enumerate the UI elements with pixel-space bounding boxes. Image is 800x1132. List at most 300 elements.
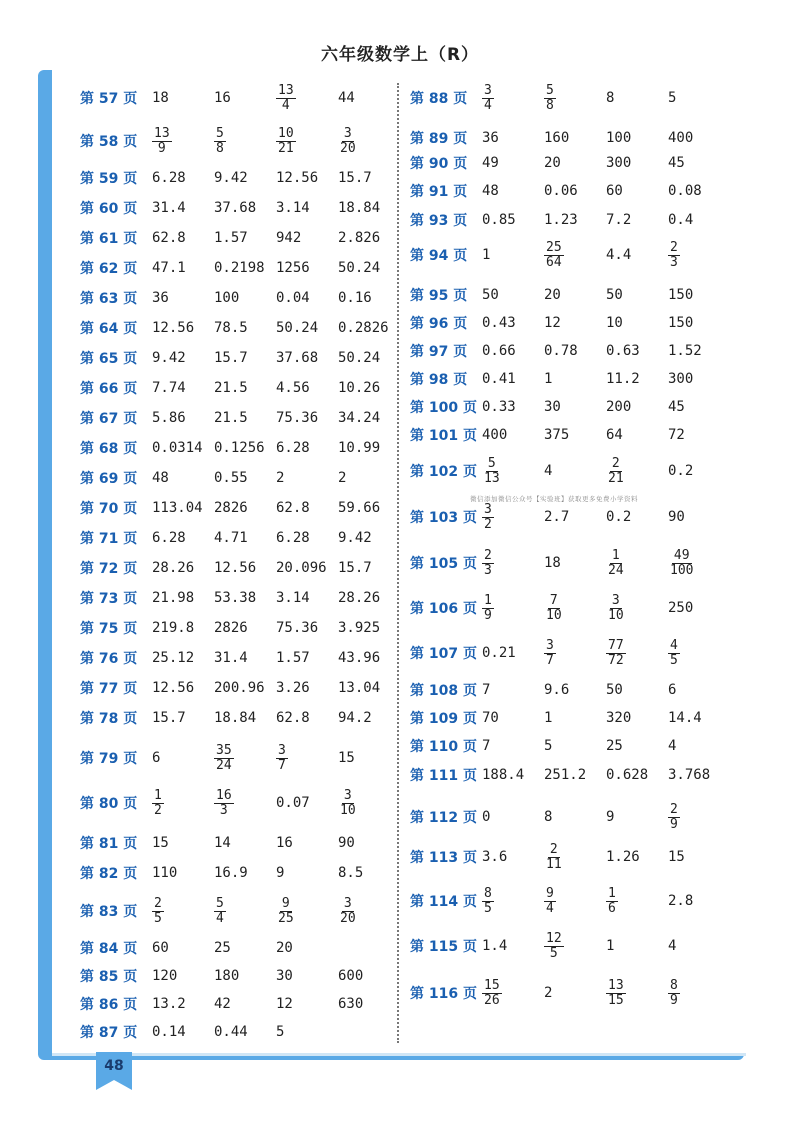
answer-value	[276, 744, 338, 773]
answer-value: 14	[214, 835, 231, 851]
right-answer-row	[410, 760, 730, 790]
page-label: 第 85 页	[80, 969, 138, 985]
answer-value: 16	[214, 90, 231, 106]
page-label: 第 70 页	[80, 501, 138, 517]
page-label: 第 95 页	[410, 288, 468, 304]
denominator: 100	[670, 562, 694, 578]
answer-value: 0.16	[338, 290, 372, 306]
answer-value: 0.66	[482, 343, 516, 359]
answer-value: 15	[152, 835, 169, 851]
denominator: 9	[670, 992, 678, 1008]
answer-value	[214, 897, 276, 926]
numerator: 1	[608, 885, 616, 901]
answer-value	[482, 549, 544, 578]
answer-value: 43.96	[338, 650, 381, 666]
left-answer-row	[80, 933, 400, 963]
answer-value: 160	[544, 130, 570, 146]
fraction	[338, 897, 358, 926]
answer-value: 15.7	[214, 350, 248, 366]
answer-value: 1.26	[606, 849, 640, 865]
answer-value: 62.8	[276, 710, 310, 726]
answer-value	[544, 932, 606, 961]
fraction	[606, 979, 626, 1008]
numerator: 8	[484, 885, 492, 901]
answer-value: 48	[152, 470, 169, 486]
right-answer-row	[410, 638, 730, 668]
denominator: 20	[340, 140, 356, 156]
answer-value: 16	[276, 835, 293, 851]
answer-value: 10	[606, 315, 623, 331]
answer-value: 2.826	[338, 230, 381, 246]
right-answer-row	[410, 148, 730, 178]
page-label: 第 111 页	[410, 768, 477, 784]
numerator: 2	[154, 895, 162, 911]
page-number-badge	[94, 1052, 134, 1092]
answer-value: 12.56	[152, 680, 195, 696]
answer-value: 12	[276, 996, 293, 1012]
answer-value	[338, 789, 400, 818]
page-label: 第 78 页	[80, 711, 138, 727]
right-answer-row	[410, 420, 730, 450]
answer-value: 10.26	[338, 380, 381, 396]
answer-value: 4	[668, 738, 677, 754]
right-answer-row	[410, 176, 730, 206]
answer-value: 0.63	[606, 343, 640, 359]
page-label: 第 93 页	[410, 213, 468, 229]
page-label: 第 64 页	[80, 321, 138, 337]
fraction	[338, 127, 358, 156]
fraction	[544, 932, 564, 961]
left-answer-row	[80, 433, 400, 463]
numerator: 1	[154, 787, 162, 803]
answer-value: 251.2	[544, 767, 587, 783]
numerator: 3	[278, 742, 286, 758]
left-answer-row	[80, 989, 400, 1019]
answer-value: 94.2	[338, 710, 372, 726]
answer-value: 120	[152, 968, 178, 984]
page-label: 第 69 页	[80, 471, 138, 487]
left-answer-row	[80, 896, 400, 926]
page-label: 第 91 页	[410, 184, 468, 200]
fraction	[276, 127, 296, 156]
answer-value	[338, 897, 400, 926]
answer-value: 47.1	[152, 260, 186, 276]
answer-value: 2.7	[544, 509, 570, 525]
numerator: 3	[343, 125, 352, 141]
numerator: 10	[278, 125, 294, 141]
answer-value: 2826	[214, 620, 248, 636]
answer-value: 7.2	[606, 212, 632, 228]
answer-value	[668, 803, 730, 832]
denominator: 9	[670, 816, 678, 832]
denominator: 24	[608, 562, 624, 578]
answer-value: 9.42	[152, 350, 186, 366]
fraction	[544, 887, 556, 916]
page-label: 第 57 页	[80, 91, 138, 107]
answer-value	[606, 549, 668, 578]
denominator: 72	[608, 652, 624, 668]
numerator: 2	[670, 801, 678, 817]
right-answer-row	[410, 703, 730, 733]
answer-value: 4.56	[276, 380, 310, 396]
answer-value	[482, 84, 544, 113]
answer-value: 60	[606, 183, 623, 199]
answer-value	[482, 887, 544, 916]
left-answer-row	[80, 858, 400, 888]
page-label: 第 63 页	[80, 291, 138, 307]
answer-value: 6	[152, 750, 161, 766]
numerator: 5	[216, 125, 224, 141]
answer-value: 45	[668, 399, 685, 415]
page-label: 第 81 页	[80, 836, 138, 852]
denominator: 24	[216, 757, 232, 773]
denominator: 4	[546, 900, 554, 916]
denominator: 8	[216, 140, 224, 156]
numerator: 2	[611, 455, 620, 471]
left-answer-row	[80, 253, 400, 283]
fraction	[606, 639, 626, 668]
answer-value: 200	[606, 399, 632, 415]
numerator: 9	[546, 885, 554, 901]
fraction	[668, 979, 680, 1008]
answer-value	[668, 639, 730, 668]
right-answer-row	[410, 308, 730, 338]
answer-value	[606, 979, 668, 1008]
answer-value: 320	[606, 710, 632, 726]
answer-value: 1.52	[668, 343, 702, 359]
page-label: 第 101 页	[410, 428, 477, 444]
page-label: 第 109 页	[410, 711, 477, 727]
answer-value: 60	[152, 940, 169, 956]
answer-value: 44	[338, 90, 355, 106]
numerator: 49	[673, 547, 690, 563]
page-label: 第 72 页	[80, 561, 138, 577]
page-label: 第 112 页	[410, 810, 477, 826]
page-title: 六年级数学上（R）	[320, 45, 480, 65]
left-answer-row	[80, 788, 400, 818]
answer-value: 45	[668, 155, 685, 171]
numerator: 2	[670, 239, 678, 255]
answer-value: 5.86	[152, 410, 186, 426]
left-answer-row	[80, 373, 400, 403]
answer-value: 13.04	[338, 680, 381, 696]
answer-value: 7	[482, 682, 491, 698]
denominator: 10	[546, 607, 562, 623]
page-label: 第 90 页	[410, 156, 468, 172]
right-answer-row	[410, 548, 730, 578]
fraction	[544, 84, 556, 113]
answer-value: 50	[482, 287, 499, 303]
fraction	[276, 897, 296, 926]
answer-value: 12.56	[152, 320, 195, 336]
answer-value: 37.68	[276, 350, 319, 366]
left-answer-row	[80, 643, 400, 673]
left-answer-row	[80, 126, 400, 156]
answer-value: 28.26	[338, 590, 381, 606]
fraction	[482, 979, 502, 1008]
fraction	[152, 897, 164, 926]
answer-value: 20.096	[276, 560, 327, 576]
page-label: 第 60 页	[80, 201, 138, 217]
answer-value: 113.04	[152, 500, 203, 516]
answer-value: 10.99	[338, 440, 381, 456]
answer-value: 250	[668, 600, 694, 616]
numerator: 5	[487, 455, 496, 471]
answer-value: 3.14	[276, 200, 310, 216]
page-label: 第 89 页	[410, 131, 468, 147]
answer-value: 2	[544, 985, 553, 1001]
answer-value: 72	[668, 427, 685, 443]
answer-value	[544, 639, 606, 668]
right-answer-row	[410, 205, 730, 235]
answer-value: 21.5	[214, 380, 248, 396]
page-label: 第 67 页	[80, 411, 138, 427]
answer-value: 75.36	[276, 410, 319, 426]
fraction	[482, 84, 494, 113]
answer-value: 7	[482, 738, 491, 754]
answer-value	[152, 127, 214, 156]
answer-value: 3.14	[276, 590, 310, 606]
page-label: 第 86 页	[80, 997, 138, 1013]
answer-value: 15	[338, 750, 355, 766]
denominator: 4	[216, 910, 224, 926]
left-answer-row	[80, 343, 400, 373]
page-label: 第 100 页	[410, 400, 477, 416]
denominator: 11	[546, 856, 562, 872]
answer-value: 0.08	[668, 183, 702, 199]
answer-value: 2	[276, 470, 285, 486]
answer-value: 50	[606, 682, 623, 698]
numerator: 3	[611, 592, 620, 608]
denominator: 3	[484, 562, 492, 578]
denominator: 6	[608, 900, 616, 916]
denominator: 5	[670, 652, 678, 668]
answer-value: 28.26	[152, 560, 195, 576]
fraction	[606, 549, 626, 578]
answer-value: 53.38	[214, 590, 257, 606]
right-answer-row	[410, 392, 730, 422]
answer-value: 31.4	[152, 200, 186, 216]
answer-value	[214, 127, 276, 156]
answer-value: 34.24	[338, 410, 381, 426]
answer-value: 50	[606, 287, 623, 303]
page-label: 第 114 页	[410, 894, 477, 910]
answer-value: 16.9	[214, 865, 248, 881]
answer-value: 600	[338, 968, 364, 984]
answer-value	[606, 639, 668, 668]
answer-value: 5	[544, 738, 553, 754]
page-label: 第 73 页	[80, 591, 138, 607]
left-answer-row	[80, 463, 400, 493]
numerator: 3	[343, 895, 352, 911]
page-label: 第 116 页	[410, 986, 477, 1002]
page-label: 第 107 页	[410, 646, 477, 662]
answer-value	[544, 843, 606, 872]
answer-value: 15.7	[152, 710, 186, 726]
numerator: 9	[281, 895, 290, 911]
page-label: 第 61 页	[80, 231, 138, 247]
fraction	[668, 549, 695, 578]
right-answer-row	[410, 931, 730, 961]
fraction	[668, 241, 680, 270]
fraction	[482, 887, 494, 916]
denominator: 5	[549, 945, 558, 961]
numerator: 3	[546, 637, 554, 653]
answer-value: 30	[544, 399, 561, 415]
page-label: 第 79 页	[80, 751, 138, 767]
answer-value: 3.6	[482, 849, 508, 865]
left-answer-row	[80, 163, 400, 193]
page-number: 48	[104, 1058, 124, 1074]
answer-value: 150	[668, 287, 694, 303]
right-answer-row	[410, 842, 730, 872]
page-label: 第 71 页	[80, 531, 138, 547]
answer-value: 25	[606, 738, 623, 754]
answer-value: 21.5	[214, 410, 248, 426]
denominator: 20	[340, 910, 356, 926]
answer-value: 110	[152, 865, 178, 881]
answer-value: 0.85	[482, 212, 516, 228]
fraction	[338, 789, 358, 818]
answer-value: 0.04	[276, 290, 310, 306]
answer-value: 0.4	[668, 212, 694, 228]
answer-value: 0.21	[482, 645, 516, 661]
page-label: 第 98 页	[410, 372, 468, 388]
answer-value: 0.628	[606, 767, 649, 783]
answer-value: 400	[668, 130, 694, 146]
denominator: 13	[484, 470, 500, 486]
fraction	[482, 457, 502, 486]
page-label: 第 106 页	[410, 601, 477, 617]
answer-value: 62.8	[276, 500, 310, 516]
answer-value: 8	[606, 90, 615, 106]
answer-value: 18	[544, 555, 561, 571]
right-answer-row	[410, 240, 730, 270]
answer-value: 59.66	[338, 500, 381, 516]
answer-value: 150	[668, 315, 694, 331]
answer-value: 49	[482, 155, 499, 171]
answer-value: 9.42	[338, 530, 372, 546]
numerator: 5	[546, 82, 554, 98]
answer-sheet	[52, 68, 746, 1056]
answer-value: 2	[338, 470, 347, 486]
answer-value: 11.2	[606, 371, 640, 387]
fraction	[668, 803, 680, 832]
left-answer-row	[80, 703, 400, 733]
answer-value	[152, 789, 214, 818]
page-label: 第 110 页	[410, 739, 477, 755]
answer-value: 15.7	[338, 560, 372, 576]
page-label: 第 68 页	[80, 441, 138, 457]
answer-value: 0.14	[152, 1024, 186, 1040]
page-label: 第 94 页	[410, 248, 468, 264]
page-label: 第 113 页	[410, 850, 477, 866]
answer-value	[668, 979, 730, 1008]
answer-value: 20	[544, 287, 561, 303]
answer-value: 25.12	[152, 650, 195, 666]
answer-value	[606, 887, 668, 916]
left-answer-row	[80, 673, 400, 703]
left-answer-row	[80, 193, 400, 223]
answer-value	[482, 503, 544, 532]
answer-value	[668, 549, 730, 578]
denominator: 9	[484, 607, 492, 623]
answer-value: 78.5	[214, 320, 248, 336]
watermark-text: 微信添加微信公众号【实验班】获取更多免费小学资料	[470, 495, 638, 503]
answer-value: 1	[606, 938, 615, 954]
answer-value	[544, 241, 606, 270]
answer-value: 4	[544, 463, 553, 479]
answer-value: 3.768	[668, 767, 711, 783]
fraction	[606, 594, 626, 623]
answer-value: 6.28	[152, 170, 186, 186]
numerator: 13	[154, 125, 170, 141]
numerator: 4	[670, 637, 678, 653]
fraction	[152, 127, 172, 156]
answer-value: 6	[668, 682, 677, 698]
denominator: 2	[484, 516, 492, 532]
answer-value: 8	[544, 809, 553, 825]
answer-value: 0	[482, 809, 491, 825]
numerator: 3	[484, 82, 492, 98]
right-answer-row	[410, 364, 730, 394]
answer-value: 50.24	[338, 260, 381, 276]
answer-value: 90	[668, 509, 685, 525]
answer-value	[214, 744, 276, 773]
answer-value: 5	[276, 1024, 285, 1040]
answer-value: 48	[482, 183, 499, 199]
answer-value: 18.84	[338, 200, 381, 216]
answer-value: 31.4	[214, 650, 248, 666]
denominator: 4	[281, 97, 290, 113]
left-answer-row	[80, 523, 400, 553]
fraction	[152, 789, 164, 818]
answer-value: 42	[214, 996, 231, 1012]
answer-value: 50.24	[338, 350, 381, 366]
answer-value	[338, 127, 400, 156]
answer-value: 9	[606, 809, 615, 825]
answer-value	[606, 457, 668, 486]
page-label: 第 87 页	[80, 1025, 138, 1041]
answer-value: 4.4	[606, 247, 632, 263]
answer-value: 0.43	[482, 315, 516, 331]
numerator: 13	[278, 82, 294, 98]
answer-value: 1256	[276, 260, 310, 276]
answer-value: 15	[668, 849, 685, 865]
denominator: 10	[608, 607, 624, 623]
answer-value: 6.28	[276, 530, 310, 546]
denominator: 5	[154, 910, 162, 926]
answer-value: 180	[214, 968, 240, 984]
answer-value: 188.4	[482, 767, 525, 783]
denominator: 15	[608, 992, 624, 1008]
answer-value	[668, 241, 730, 270]
left-answer-row	[80, 553, 400, 583]
numerator: 3	[484, 501, 492, 517]
page-label: 第 105 页	[410, 556, 477, 572]
answer-value: 2.8	[668, 893, 694, 909]
answer-value	[276, 127, 338, 156]
answer-value: 375	[544, 427, 570, 443]
denominator: 25	[278, 910, 294, 926]
right-answer-row	[410, 593, 730, 623]
answer-value: 0.2	[668, 463, 694, 479]
numerator: 77	[608, 637, 624, 653]
answer-value: 0.2	[606, 509, 632, 525]
answer-value	[482, 979, 544, 1008]
fraction	[544, 241, 564, 270]
answer-value: 18.84	[214, 710, 257, 726]
